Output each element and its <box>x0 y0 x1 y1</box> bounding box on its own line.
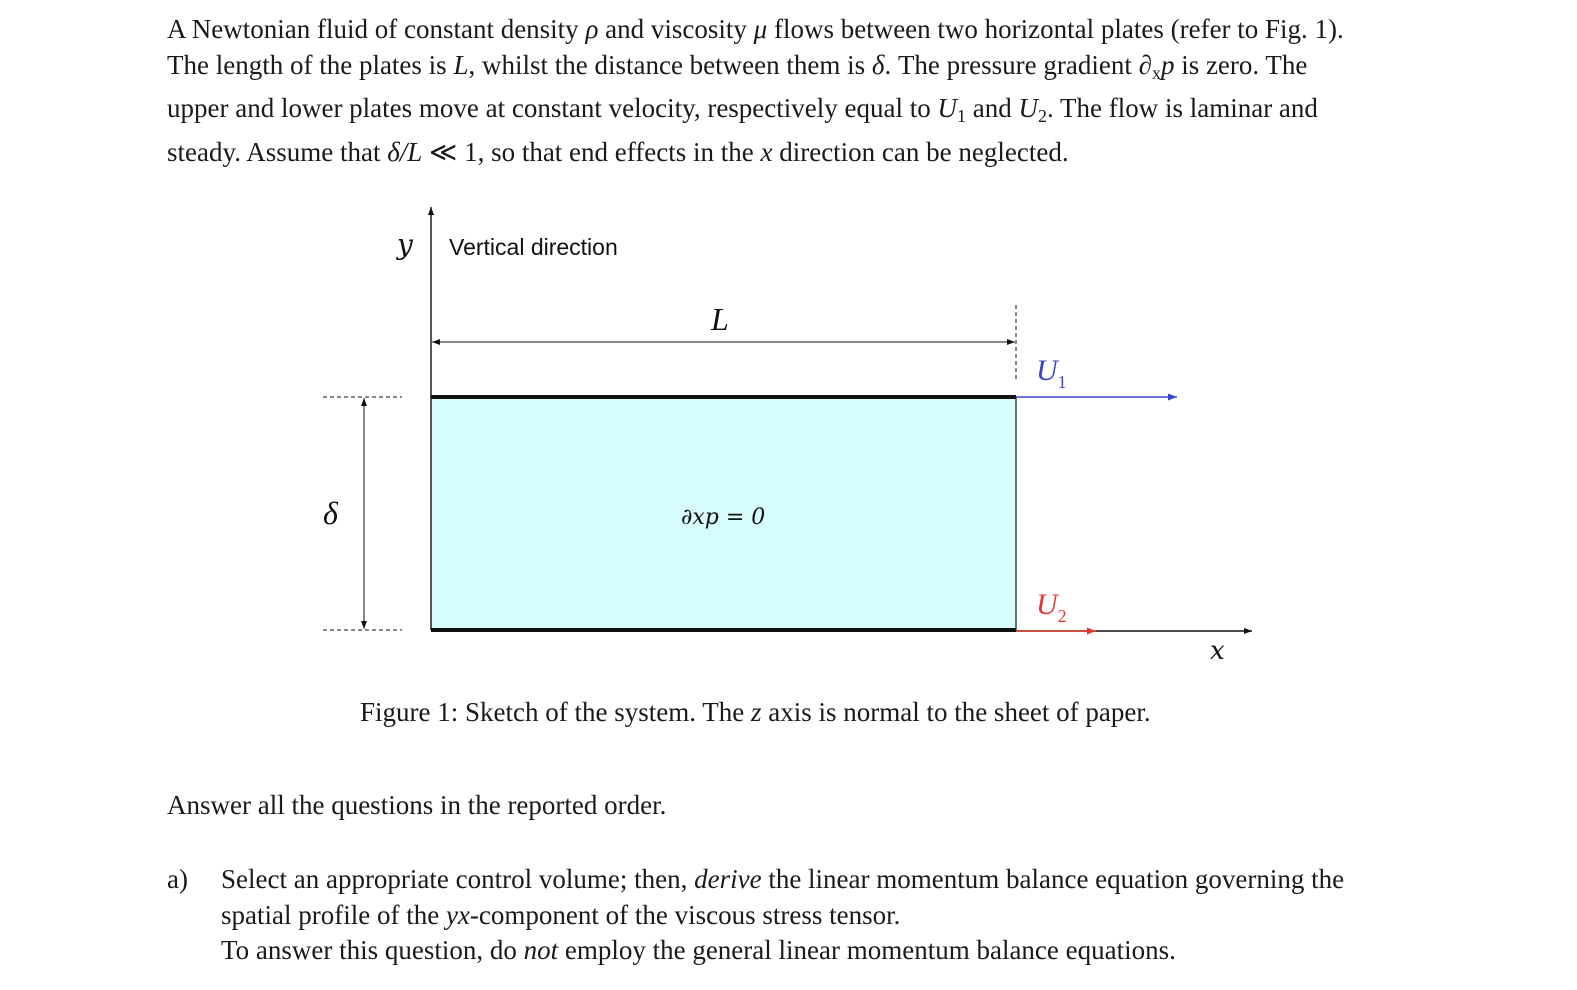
lower-velocity-label: $U_2$ <box>1036 588 1067 626</box>
gap-label: δ <box>323 495 338 531</box>
question-a <box>167 862 1412 969</box>
statement-line-3: upper and lower plates move at constant velocity, respectively equal to $U_1$ and $U_2$. The flow is laminar and <box>167 93 1318 126</box>
question-a-line-1: Select an appropriate control volume; then, derive the linear momentum balance equation governing the <box>221 864 1345 894</box>
question-marker: a) <box>167 864 188 894</box>
statement-line-4: steady. Assume that δ/L ≪ 1, so that end effects in the x direction can be neglected. <box>167 136 1069 167</box>
y-axis-symbol: y <box>397 228 413 261</box>
upper-velocity-label: $U_1$ <box>1036 354 1067 392</box>
statement-line-2: The length of the plates is L, whilst the distance between them is δ. The pressure gradient $\partial_xp$ is zero. The <box>167 49 1308 83</box>
question-a-line-2: spatial profile of the yx-component of the viscous stress tensor. <box>221 899 901 930</box>
length-label: L <box>711 301 729 337</box>
instruction-text: Answer all the questions in the reported order. <box>167 790 667 820</box>
y-axis-label: Vertical direction <box>449 234 618 260</box>
question-a-note: To answer this question, do not employ the general linear momentum balance equations. <box>221 935 1176 965</box>
pressure-gradient-label: ∂xp = 0 <box>681 505 766 530</box>
figure-caption: Figure 1: Sketch of the system. The z axis is normal to the sheet of paper. <box>360 697 1151 727</box>
statement-line-1: A Newtonian fluid of constant density ρ and viscosity μ flows between two horizontal plates (refer to Fig. 1). <box>167 14 1344 44</box>
x-axis-symbol: x <box>1210 636 1225 666</box>
